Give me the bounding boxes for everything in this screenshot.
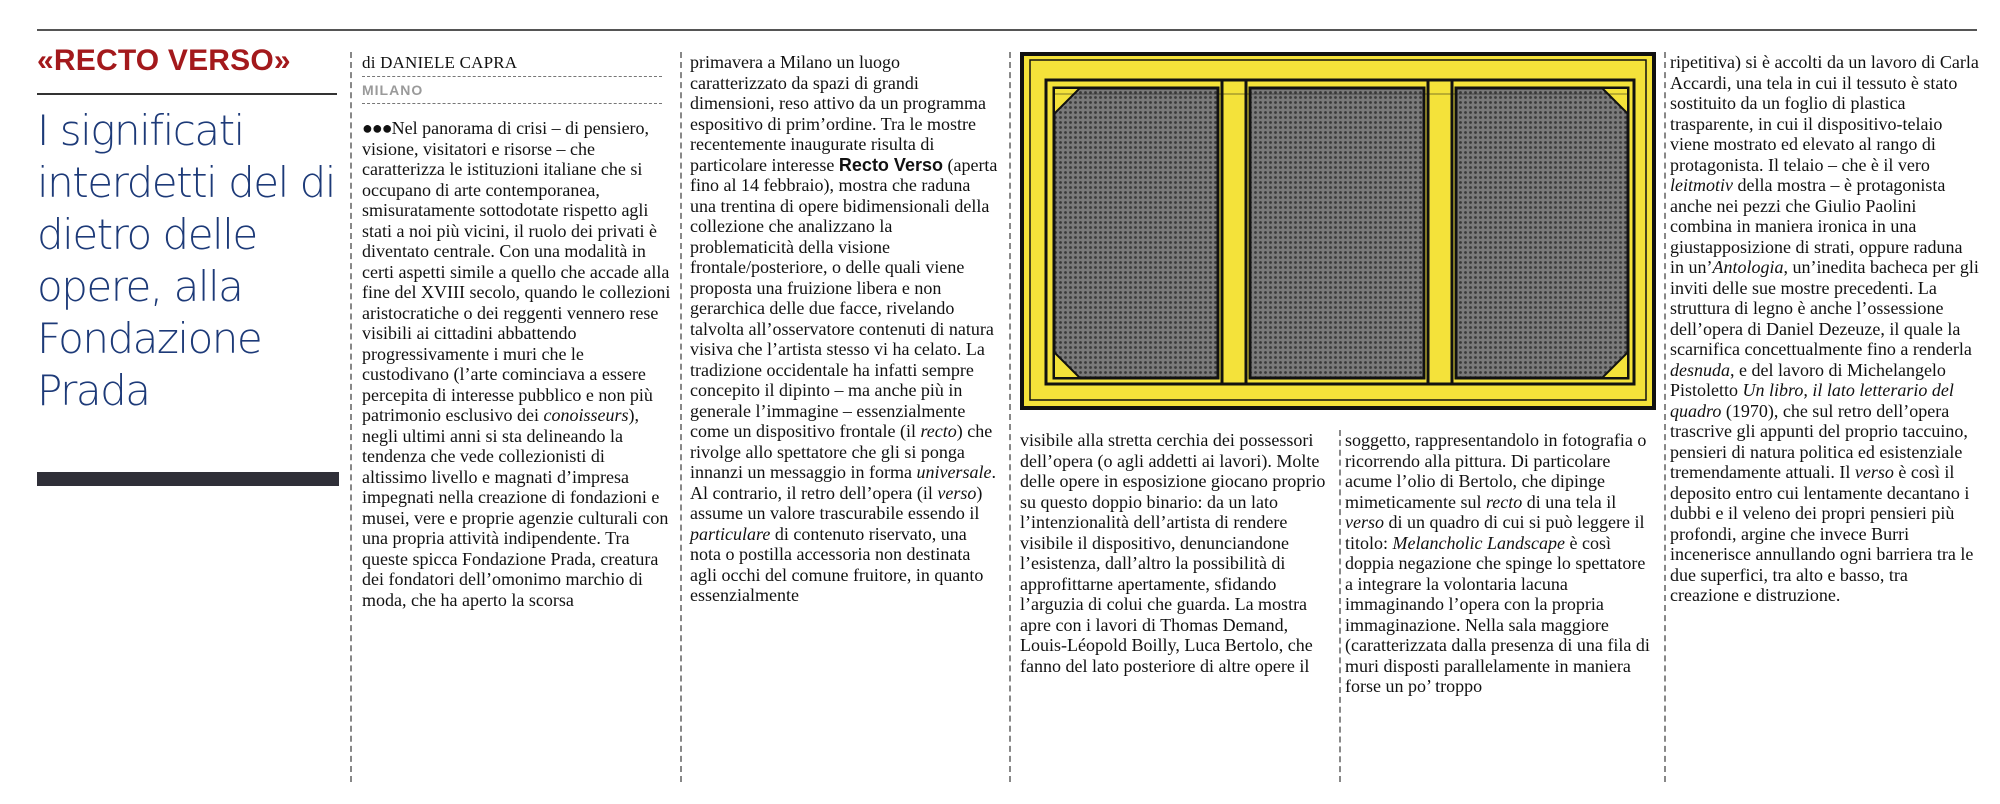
section-kicker: «RECTO VERSO»	[37, 44, 291, 77]
top-rule	[37, 29, 1977, 31]
article-column-4	[1345, 430, 1655, 697]
article-column-5	[1670, 52, 1980, 606]
canvas-panel-center	[1250, 88, 1424, 378]
article-column-2	[690, 52, 1000, 606]
byline-prefix: di	[362, 53, 376, 72]
text-run-italic: particulare	[690, 523, 771, 544]
text-run: ) assume un valore trascurabile essendo il	[690, 482, 983, 523]
text-run-italic: conoisseurs	[543, 405, 629, 425]
text-run: della mostra – è protagonista anche nei pezzi che Giulio Paolini combina in maniera ironica in una giustapposizione di strati, oppure raduna in un’	[1670, 175, 1963, 277]
canvas-panel-left	[1054, 88, 1218, 378]
text-run: di contenuto riservato, una nota o postilla accessoria non destinata agli occhi del comune fruitore, in quanto essenzialmente	[690, 523, 984, 605]
byline-block	[362, 52, 662, 107]
text-run: di un quadro di cui si può leggere il titolo:	[1345, 512, 1645, 553]
text-run-italic: Un libro, il lato letterario del quadro	[1670, 380, 1954, 421]
article-column-1	[362, 118, 672, 610]
text-run-italic: leitmotiv	[1670, 175, 1733, 195]
text-run-italic: universale	[916, 462, 992, 482]
text-run-italic: Melancholic Landscape	[1392, 532, 1565, 553]
text-run: (aperta fino al 14 febbraio), mostra che raduna una trentina di opere bidimensionali della collezione che analizzano la problematicità della visione frontale/posteriore, o delle quali viene proposta una fruizione libera e non gerarchica delle due facce, rivelando talvolta all’osservatore contenuti di natura visiva che l’artista stesso vi ha celato. La tradizione occidentale ha infatti sempre concepito il dipinto – ma anche più in generale l’immagine – essenzialmente come un dispositivo frontale (il	[690, 154, 998, 441]
column-separator	[680, 52, 682, 782]
text-run: visibile alla stretta cerchia dei possessori dell’opera (o agli addetti ai lavori). Molte delle opere in esposizione giocano proprio su questo doppio binario: da un lato l’intenzionalità dell’artista di rendere visibile il dispositivo, denunciandone l’esistenza, dall’altro la possibilità di approfittarne apertamente, sfidando l’arguzia di colui che guarda. La mostra apre con i lavori di Thomas Demand, Louis-Léopold Boilly, Luca Bertolo, che fanno del lato posteriore di altre opere il	[1020, 430, 1326, 676]
text-run-italic: Antologia	[1712, 257, 1784, 277]
text-run: , un’inedita bacheca per gli inviti delle sue mostre precedenti. La struttura di legno è anche l’ossessione dell’opera di Daniel Dezeuze, il quale la scarnifica concettualmente fino a renderla	[1670, 257, 1979, 359]
column-separator	[1009, 52, 1011, 782]
text-run-italic: verso	[1345, 512, 1384, 532]
byline	[362, 52, 662, 73]
text-run: soggetto, rappresentandolo in fotografia o ricorrendo alla pittura. Di particolare acume l’olio di Bertolo, che dipinge mimeticamente sul	[1345, 430, 1647, 512]
byline-divider	[362, 103, 662, 104]
text-run: di una tela il	[1522, 491, 1617, 512]
headline-bar	[37, 472, 339, 486]
text-run: ), negli ultimi anni si sta delineando la tendenza che vede collezionisti di altissimo livello e magnati d’impresa impegnati nella creazione di fondazioni e musei, vere e proprie agenzie culturali con una propria attività indipendente. Tra queste spicca Fondazione Prada, creatura dei fondatori dell’omonimo marchio di moda, che ha aperto la scorsa	[362, 405, 669, 610]
frame-crossbar-left	[1222, 80, 1246, 384]
text-run: è così doppia negazione che spinge lo spettatore a integrare la volontaria lacuna immaginando l’opera con la propria immaginazione. Nella sala maggiore (caratterizzata dalla presenza di una fila di muri disposti parallelamente in maniera forse un po’ troppo	[1345, 532, 1650, 696]
text-run: Nel panorama di crisi – di pensiero, visione, visitatori e risorse – che caratterizza le istituzioni italiane che si occupano di arte contemporanea, smisuratamente sottodotate rispetto agli stati a noi più vicini, il ruolo dei privati è diventato centrale. Con una modalità in certi aspetti simile a quello che accade alla fine del XVIII secolo, quando le collezioni aristocratiche o dei reggenti vennero rese visibili ai cittadini abbattendo progressivamente i muri che le custodivano (l’arte cominciava a essere percepita di interesse pubblico e non più patrimonio esclusivo dei	[362, 118, 671, 425]
frame-crossbar-right	[1428, 80, 1452, 384]
column-separator	[1339, 430, 1341, 782]
text-run-italic: verso	[937, 482, 977, 503]
byline-author: DANIELE CAPRA	[380, 53, 518, 72]
canvas-panel-right	[1456, 88, 1628, 378]
column-separator	[350, 52, 352, 782]
text-run-italic: verso	[1854, 462, 1894, 482]
article-column-3	[1020, 430, 1335, 676]
text-run: . Al contrario, il retro dell’opera (il	[690, 462, 996, 503]
headline: I significati interdetti del di dietro delle opere, alla Fondazione Prada	[37, 106, 335, 415]
text-run: , e del lavoro di Michelangelo Pistoletto	[1670, 359, 1946, 400]
lead-bullets: ●●●	[362, 118, 392, 138]
dateline-place: MILANO	[362, 82, 424, 98]
text-run-italic: recto	[1485, 491, 1523, 512]
column-separator	[1664, 52, 1666, 782]
text-run-italic: desnuda	[1670, 359, 1730, 380]
text-run: è così il deposito entro cui lentamente decantano i dubbi e il veleno dei propri pensieri più profondi, argine che invece Burri incenerisce annullando ogni barriera tra le due superfici, tra alto e basso, tra creazione e distruzione.	[1670, 462, 1974, 605]
byline-divider	[362, 76, 662, 77]
text-run: ) che rivolge allo spettatore che gli si ponga innanzi un messaggio in forma	[690, 421, 993, 482]
text-run-italic: recto	[920, 421, 957, 441]
kicker-rule	[37, 93, 337, 95]
text-run: primavera a Milano un luogo caratterizzato da spazi di grandi dimensioni, reso attivo da un programma espositivo di prim’ordine. Tra le mostre recentemente inaugurate risulta di particolare interesse	[690, 52, 986, 175]
text-run: ripetitiva) si è accolti da un lavoro di Carla Accardi, una tela in cui il tessuto è stato sostituito da un foglio di plastica trasparente, in cui il dispositivo-telaio viene mostrato ed elevato al rango di protagonista. Il telaio – che è il vero	[1670, 52, 1979, 175]
text-run: (1970), che sul retro dell’opera trascrive gli appunti del proprio taccuino, pensieri di natura politica ed esistenziale tremendamente attuali. Il	[1670, 400, 1968, 482]
artwork-illustration	[1018, 50, 1658, 412]
exhibition-title: Recto Verso	[838, 154, 943, 175]
